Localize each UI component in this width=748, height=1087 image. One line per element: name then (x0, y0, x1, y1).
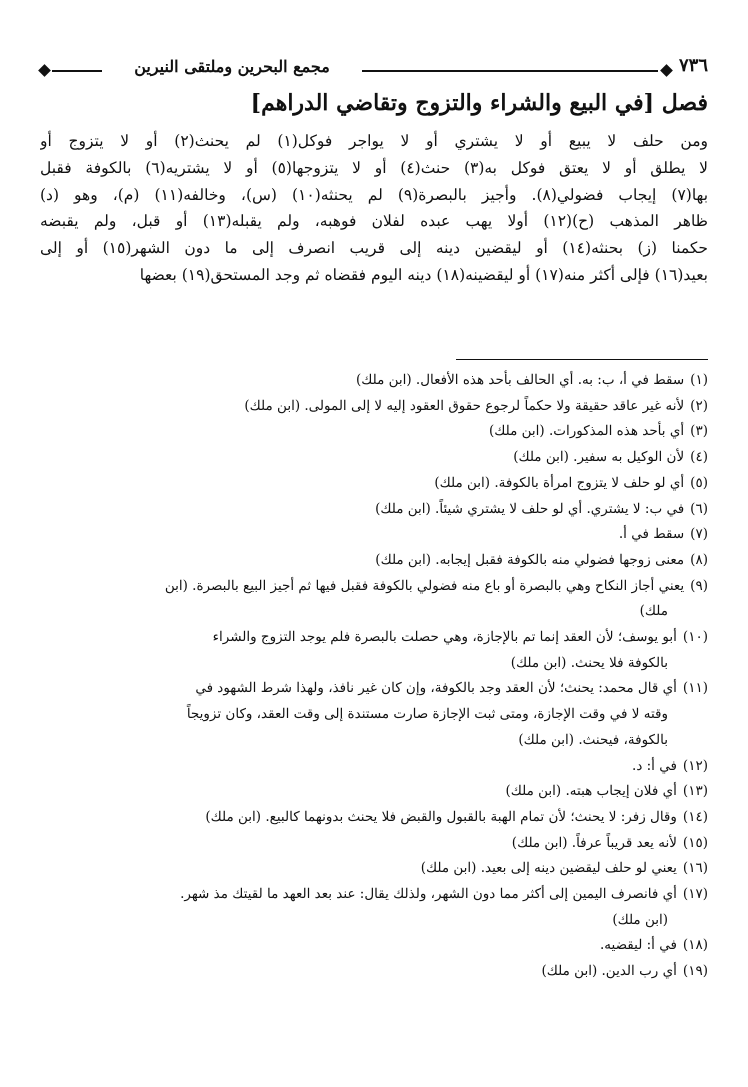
footnote-number: (٨) (690, 551, 708, 568)
footnote-number: (١٧) (682, 886, 708, 903)
diamond-ornament-left (38, 64, 51, 77)
footnote (40, 933, 708, 959)
running-title: مجمع البحرين وملتقى النيرين (134, 57, 330, 76)
footnote-text: أي قال محمد: يحنث؛ لأن العقد وجد بالكوفة، وإن كان غير نافذ، ولهذا شرط الشهود في (195, 680, 677, 697)
footnote-number: (١٤) (682, 808, 708, 825)
footnote-continuation: بالكوفة، فيحنث. (ابن ملك) (518, 731, 668, 748)
footnote-number: (١٩) (682, 963, 708, 980)
main-text-line: حكمنا (ز) بحنثه(١٤) أو ليقضين دينه إلى قريب انصرف إلى ما دون الشهر(١٥) أو إلى (40, 239, 708, 258)
footnote-text: في ب: لا يشتري. أي لو حلف لا يشتري شيئاً. (ابن ملك) (375, 500, 685, 517)
footnote-continuation: بالكوفة فلا يحنث. (ابن ملك) (510, 654, 668, 671)
footnote-text: أي فانصرف اليمين إلى أكثر مما دون الشهر، ولذلك يقال: عند بعد العهد ما لقيتك مذ شهر. (180, 886, 677, 903)
footnote-number: (٤) (690, 449, 708, 466)
footnote-text: أي بأحد هذه المذكورات. (ابن ملك) (488, 423, 685, 440)
footnote-continuation: (ابن ملك) (612, 911, 668, 928)
footnote (40, 779, 708, 805)
footnote (40, 522, 708, 548)
footnote (40, 394, 708, 420)
footnote (40, 497, 708, 523)
footnote-number: (١٨) (682, 937, 708, 954)
footnote (40, 831, 708, 857)
footnote-text: لأن الوكيل به سفير. (ابن ملك) (513, 449, 685, 466)
footnote (40, 959, 708, 985)
footnote-text: يعني أجاز النكاح وهي بالبصرة أو باع منه فضولي بالكوفة فقبل فيها ثم أجيز البيع بالبصرة. (ابن (164, 577, 685, 594)
main-text-line: بها(٧) إيجاب فضولي(٨). وأجيز بالبصرة(٩) لم يحنثه(١٠) (س)، وخالفه(١١) (م)، وهو (د) (40, 185, 708, 204)
footnote (40, 805, 708, 831)
footnote-number: (١٣) (682, 783, 708, 800)
footnote-text: وقال زفر: لا يحنث؛ لأن تمام الهبة بالقبول والقبض فلا يحنث بدونهما كالبيع. (ابن ملك) (205, 808, 677, 825)
footnote-number: (١٢) (682, 757, 708, 774)
footnote-continuation: وقته لا في وقت الإجازة، ومتى ثبت الإجازة صارت مستندة إلى وقت العقد، وكان تزويجاً (186, 706, 668, 723)
footnote-number: (٩) (690, 577, 708, 594)
footnote (40, 419, 708, 445)
footnote-number: (١١) (682, 680, 708, 697)
footnote-number: (٣) (690, 423, 708, 440)
footnote (40, 856, 708, 882)
footnote-number: (٧) (690, 526, 708, 543)
page-header (40, 57, 708, 85)
section-title: فصل [في البيع والشراء والتزوج وتقاضي الدراهم] (250, 90, 708, 116)
footnote-number: (٥) (690, 474, 708, 491)
footnote-number: (١٠) (682, 629, 708, 646)
footnote-text: سقط في أ. (618, 526, 685, 543)
footnote-text: في أ: د. (632, 757, 677, 774)
footnote (40, 676, 708, 753)
footnote-number: (٦) (690, 500, 708, 517)
footnote-number: (١٥) (682, 834, 708, 851)
footnote-number: (١) (690, 372, 708, 388)
footnote (40, 368, 708, 394)
footnote-text: في أ: ليقضيه. (600, 937, 677, 954)
footnote-text: أبو يوسف؛ لأن العقد إنما تم بالإجازة، وهي حصلت بالبصرة فلم يوجد التزوج والشراء (212, 629, 677, 646)
page-number: ٧٣٦ (678, 55, 708, 76)
header-rule-left (52, 70, 102, 72)
footnote-text: أي فلان إيجاب هبته. (ابن ملك) (505, 783, 677, 800)
footnote (40, 625, 708, 676)
footnote-text: لأنه غير عاقد حقيقة ولا حكماً لرجوع حقوق العقود إليه لا إلى المولى. (ابن ملك) (244, 397, 685, 414)
footnote-text: معنى زوجها فضولي منه بالكوفة فقبل إيجابه. (ابن ملك) (375, 551, 685, 568)
footnote (40, 754, 708, 780)
footnote-number: (١٦) (682, 860, 708, 877)
header-rule-right (362, 70, 658, 72)
footnote (40, 548, 708, 574)
footnote-text: سقط في أ، ب: به. أي الحالف بأحد هذه الأفعال. (ابن ملك) (355, 372, 685, 388)
footnote-text: يعني لو حلف ليقضين دينه إلى بعيد. (ابن ملك) (420, 860, 677, 877)
main-text-line: بعيد(١٦) فإلى أكثر منه(١٧) أو ليقضينه(١٨) دينه اليوم فقضاه ثم وجد المستحق(١٩) بعضها (139, 265, 708, 284)
footnote (40, 445, 708, 471)
main-text-line: ومن حلف لا يبيع أو لا يشتري أو لا يواجر فوكل(١) لم يحنث(٢) أو لا يتزوج أو (40, 132, 708, 150)
diamond-ornament-right (660, 64, 673, 77)
footnote-number: (٢) (690, 397, 708, 414)
main-text (40, 128, 708, 289)
main-text-line: ظاهر المذهب (ح)(١٢) أولا يهب عبده لفلان فوهبه، ولم يقبله(١٣) أو قبل، ولم يقبضه (40, 212, 708, 231)
footnote-text: أي لو حلف لا يتزوج امرأة بالكوفة. (ابن ملك) (434, 474, 685, 491)
footnote-separator (456, 359, 708, 360)
footnotes (40, 368, 708, 985)
footnote-text: لأنه يعد قريباً عرفاً. (ابن ملك) (511, 834, 677, 851)
footnote-continuation: ملك) (639, 603, 668, 620)
footnote (40, 471, 708, 497)
footnote (40, 574, 708, 625)
footnote-text: أي رب الدين. (ابن ملك) (541, 963, 677, 980)
footnote (40, 882, 708, 933)
main-text-line: لا يطلق أو لا يعتق فوكل به(٣) حنث(٤) أو لا يتزوجها(٥) أو لا يشتريه(٦) بالكوفة فقبل (40, 158, 708, 177)
